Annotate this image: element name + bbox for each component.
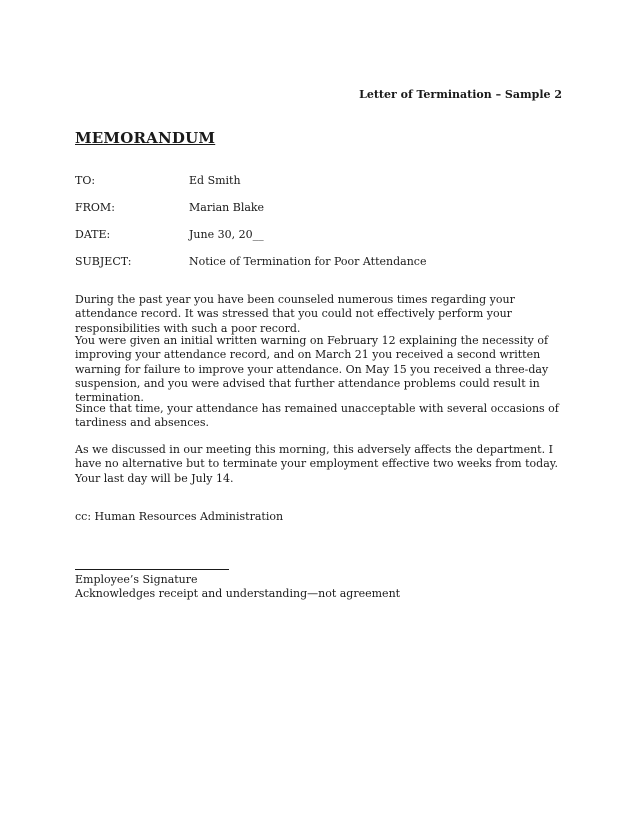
- subject-label: SUBJECT:: [75, 255, 132, 268]
- to-label: TO:: [75, 174, 96, 187]
- cc-line: cc: Human Resources Administration: [75, 510, 284, 523]
- date-row: [75, 228, 264, 241]
- signature-line: [75, 569, 229, 570]
- from-value: Marian Blake: [189, 201, 265, 214]
- from-label: FROM:: [75, 201, 115, 214]
- document-label: Letter of Termination – Sample 2: [359, 88, 562, 101]
- from-row: [75, 201, 264, 214]
- to-row: [75, 174, 241, 187]
- body-paragraph-4: As we discussed in our meeting this morning, this adversely affects the department. I have no alternative but to terminate your employment effective two weeks from today. Your last day will be July 14.: [75, 443, 559, 485]
- date-value: June 30, 20__: [189, 228, 264, 241]
- body-paragraph-3: Since that time, your attendance has remained unacceptable with several occasions of tardiness and absences.: [75, 402, 559, 430]
- body-paragraph-1: During the past year you have been counseled numerous times regarding your attendance record. It was stressed that you could not effectively perform your responsibilities with such a poor record.: [75, 293, 515, 335]
- subject-row: [75, 255, 426, 268]
- memo-title: MEMORANDUM: [75, 129, 216, 147]
- body-paragraph-2: You were given an initial written warning on February 12 explaining the necessity of improving your attendance record, and on March 21 you received a second written warning for failure to improve your attendance. On May 15 you received a three-day suspension, and you were advised that further attendance problems could result in termination.: [75, 334, 549, 405]
- date-label: DATE:: [75, 228, 111, 241]
- subject-value: Notice of Termination for Poor Attendance: [189, 255, 427, 268]
- signature-label: Employee’s Signature: [75, 573, 198, 586]
- signature-note: Acknowledges receipt and understanding—not agreement: [75, 587, 401, 600]
- to-value: Ed Smith: [189, 174, 241, 187]
